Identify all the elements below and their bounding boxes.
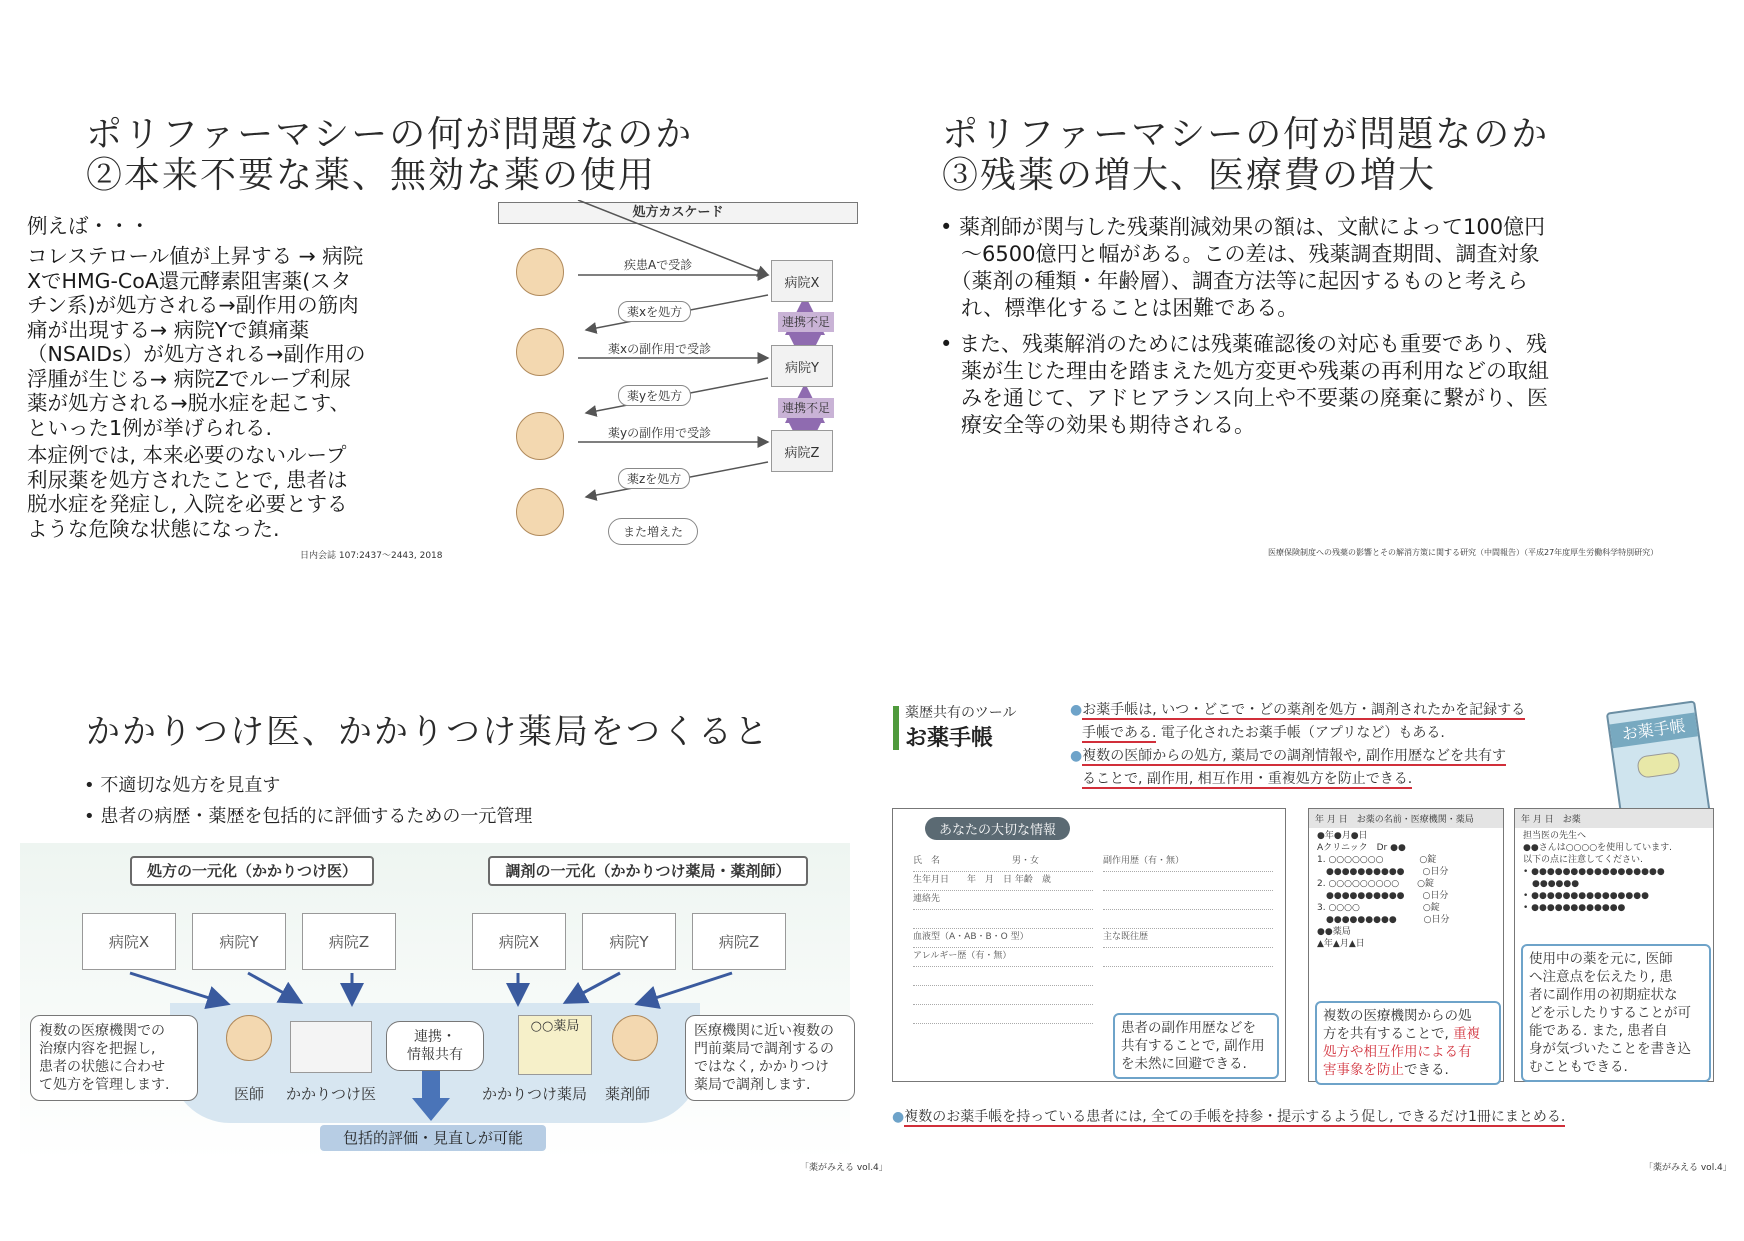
pill-icon: [1636, 751, 1681, 779]
slide2-bullet-1: [940, 214, 1680, 322]
label-visit-y-side: 薬yの副作用で受診: [608, 426, 712, 440]
bullet1-line: れ、標準化することは困難である。: [940, 296, 1299, 320]
hospital-y: 病院Y: [771, 345, 833, 387]
label-doctor: 医師: [234, 1085, 265, 1103]
hospital-z: 病院Z: [771, 430, 833, 472]
left-header: 処方の一元化（かかりつけ医）: [130, 856, 374, 886]
case-line: 痛が出現する→ 病院Yで鎮痛薬: [27, 317, 310, 342]
slide3-citation: 「薬がみえる vol.4」: [800, 1163, 888, 1173]
note-right-line: 門前薬局で調剤するの: [694, 1041, 834, 1057]
slide4-citation: 「薬がみえる vol.4」: [1644, 1163, 1732, 1173]
form-field: 副作用歴（有・無）: [1103, 853, 1273, 872]
form-field: [1103, 872, 1273, 891]
note-left-line: 複数の医療機関での: [39, 1023, 165, 1039]
note-left-line: 患者の状態に合わせ: [39, 1059, 165, 1075]
label-drug-z: 薬zを処方: [618, 468, 690, 489]
note3-line: 者に副作用の初期症状な: [1529, 987, 1678, 1003]
case-line: （NSAIDs）が処方される→副作用の: [27, 342, 366, 366]
note3-line: どを示したりすることが可: [1529, 1005, 1691, 1021]
note-usage: [1521, 944, 1711, 1082]
pharmacist-figure: [612, 1015, 658, 1061]
form-field: [913, 1005, 1093, 1024]
conclusion-line: ような危険な状態になった.: [27, 516, 280, 541]
form-field: [913, 967, 1093, 986]
note-right-line: 医療機関に近い複数の: [694, 1023, 834, 1039]
form-field: アレルギー歴（有・無）: [913, 948, 1093, 967]
record-row: ●●薬局: [1317, 927, 1351, 937]
pharmacy-building: [518, 1015, 592, 1075]
point1-rest: 電子化されたお薬手帳（アプリなど）もある.: [1156, 725, 1445, 741]
note1-line: 共有することで, 副作用: [1121, 1038, 1265, 1054]
hospital-x: 病院X: [771, 260, 833, 302]
unification-arrows: [20, 843, 850, 1161]
case-line: 浮腫が生じる→ 病院Zでループ利尿: [27, 366, 351, 391]
panel3-rows: [1515, 828, 1713, 916]
green-bar: [893, 706, 899, 750]
bottom-line-text: 複数のお薬手帳を持っている患者には, 全ての手帳を持参・提示するよう促し, できるだけ1冊にまとめる.: [904, 1109, 1566, 1125]
note1-line: 患者の副作用歴などを: [1121, 1020, 1256, 1036]
note3-line: 身が気づいたことを書き込: [1529, 1041, 1691, 1057]
bullet2-line: 薬が生じた理由を踏まえた処方変更や残薬の再利用などの取組: [940, 359, 1549, 383]
conclusion-line: 脱水症を発症し, 入院を必要とする: [27, 492, 348, 516]
bullet1-line: • 薬剤師が関与した残薬削減効果の額は、文献によって100億円: [940, 215, 1546, 239]
right-hospital-z: 病院Z: [692, 913, 786, 970]
label-pharmacist: 薬剤師: [605, 1085, 651, 1103]
bullet2-line: 療安全等の効果も期待される。: [940, 413, 1255, 437]
label-visit-x-side: 薬xの副作用で受診: [608, 342, 712, 356]
note2-red: 害事象を防止: [1323, 1062, 1404, 1078]
label-more: また増えた: [608, 518, 698, 545]
form-left: [913, 853, 1093, 1024]
left-hospital-x: 病院X: [82, 913, 176, 970]
panel2-rows: [1309, 828, 1503, 952]
point1-red-2: 手帳である.: [1082, 725, 1157, 741]
point2-red-2: ることで, 副作用, 相互作用・重複処方を防止できる.: [1082, 771, 1413, 787]
note-right-line: ではなく, かかりつけ: [694, 1059, 829, 1075]
note-left: [30, 1015, 198, 1101]
record-row: 3. ○○○○ ○錠: [1317, 903, 1440, 913]
slide1-citation: 日内会誌 107:2437～2443, 2018: [300, 551, 443, 561]
label-visit-a: 疾患Aで受診: [624, 258, 693, 272]
note-left-line: 治療内容を把握し,: [39, 1041, 156, 1057]
label-drug-x: 薬xを処方: [618, 301, 691, 322]
renkei-bubble: [386, 1021, 484, 1071]
doctor-figure: [226, 1015, 272, 1061]
record-row: Aクリニック Dr ●●: [1317, 843, 1406, 853]
clinic-building: [290, 1021, 372, 1073]
record-row: ●年●月●日: [1317, 831, 1368, 841]
point2-red: 複数の医師からの処方, 薬局での調剤情報や, 副作用歴などを共有す: [1082, 748, 1507, 764]
label-drug-y: 薬yを処方: [618, 385, 691, 406]
left-hospital-y: 病院Y: [192, 913, 286, 970]
doctor-note-row: • ●●●●●●●●●●●●●●●●●: [1523, 867, 1665, 877]
left-hospital-z: 病院Z: [302, 913, 396, 970]
bullet2-line: • また、残薬解消のためには残薬確認後の対応も重要であり、残: [940, 332, 1548, 356]
form-field: [913, 910, 1093, 929]
doctor-note-row: • ●●●●●●●●●●●●: [1523, 903, 1626, 913]
slide2-title-line1: ポリファーマシーの何が問題なのか: [942, 114, 1550, 155]
slide2-title-line2: ③残薬の増大、医療費の増大: [942, 155, 1437, 196]
note2-red: 処方や相互作用による有: [1323, 1044, 1472, 1060]
record-row: ●●●●●●●●●● ○日分: [1317, 891, 1449, 901]
patient-figure-3: [516, 412, 564, 460]
case-line: XでHMG-CoA還元酵素阻害薬(スタ: [27, 268, 352, 293]
note-right-line: 薬局で調剤します.: [694, 1077, 811, 1093]
form-field: 連絡先: [913, 891, 1093, 910]
pharmacy-sign: ○○薬局: [530, 1019, 580, 1034]
big-heading: お薬手帳: [905, 726, 994, 751]
prescription-cascade-diagram: [478, 200, 858, 550]
record-row: ●●●●●●●●● ○日分: [1317, 915, 1450, 925]
note-right: [685, 1015, 855, 1101]
note3-line: むこともできる.: [1529, 1059, 1628, 1075]
form-field: [1103, 891, 1273, 910]
renkei-fusoku-1: 連携不足: [778, 312, 834, 332]
note3-line: 能である. また, 患者自: [1529, 1023, 1668, 1039]
patient-figure-4: [516, 488, 564, 536]
slide1-conclusion-text: [27, 443, 447, 541]
slide4-bottom-line: ●複数のお薬手帳を持っている患者には, 全ての手帳を持参・提示するよう促し, できるだけ1冊にまとめる.: [892, 1109, 1566, 1125]
note2-red: 重複: [1453, 1026, 1481, 1042]
right-header: 調剤の一元化（かかりつけ薬局・薬剤師）: [488, 856, 808, 886]
record-row: ●●●●●●●●●● ○日分: [1317, 867, 1449, 877]
panel2-head: 年 月 日 お薬の名前・医療機関・薬局: [1309, 809, 1503, 828]
slide1-title-line1: ポリファーマシーの何が問題なのか: [86, 114, 694, 155]
cascade-header: 処方カスケード: [498, 202, 858, 224]
patient-figure-1: [516, 248, 564, 296]
right-hospital-y: 病院Y: [582, 913, 676, 970]
slide3-title: かかりつけ医、かかりつけ薬局をつくると: [86, 712, 770, 752]
point1-red: お薬手帳は, いつ・どこで・どの薬剤を処方・調剤されたかを記録する: [1082, 702, 1526, 718]
panel3-head: 年 月 日 お薬: [1515, 809, 1713, 828]
record-row: 1. ○○○○○○○ ○錠: [1317, 855, 1437, 865]
form-field: 氏 名 男・女: [913, 853, 1093, 872]
bullet1-line: ～6500億円と幅がある。この差は、残薬調査期間、調査対象: [940, 242, 1540, 266]
slide4-points: ●お薬手帳は, いつ・どこで・どの薬剤を処方・調剤されたかを記録する 手帳である. 電子化されたお薬手帳（アプリなど）もある. ●複数の医師からの処方, 薬局での調剤情報や, 副作用歴などを共有す ることで, 副作用, 相互作用・重複処方を防止できる.: [1070, 702, 1526, 787]
slide1-title-line2: ②本来不要な薬、無効な薬の使用: [86, 155, 657, 196]
form-field: [913, 986, 1093, 1005]
slide3-bullet-2: • 患者の病歴・薬歴を包括的に評価するための一元管理: [84, 806, 533, 827]
slide3-bullet-1: • 不適切な処方を見直す: [84, 775, 281, 796]
note3-line: へ注意点を伝えたり, 患: [1529, 969, 1673, 985]
doctor-note-row: 担当医の先生へ: [1523, 831, 1587, 841]
slide1-intro: 例えば・・・: [27, 214, 150, 238]
form-field: [1103, 948, 1273, 967]
notebook-panel-doctor-note: [1514, 808, 1714, 1082]
bullet2-line: みを通じて、アドヒアランス向上や不要薬の廃棄に繋がり、医: [940, 386, 1548, 410]
doctor-note-row: 以下の点に注意してください.: [1523, 855, 1643, 865]
slide2-bullet-2: [940, 331, 1680, 439]
case-line: といった1例が挙げられる.: [27, 415, 273, 440]
record-row: 2. ○○○○○○○○○ ○錠: [1317, 879, 1434, 889]
bullet1-line: （薬剤の種類・年齢層）、調査方法等に起因するものと考えら: [940, 269, 1528, 293]
renkei-fusoku-2: 連携不足: [778, 398, 834, 418]
doctor-note-row: • ●●●●●●●●●●●●●●●: [1523, 891, 1649, 901]
book-title: お薬手帳: [1609, 713, 1698, 749]
small-heading: 薬歴共有のツール: [905, 705, 1017, 721]
form-field: [1103, 910, 1273, 929]
form-field: 生年月日 年 月 日 年齢 歳: [913, 872, 1093, 891]
bottom-banner: 包括的評価・見直しが可能: [320, 1125, 546, 1151]
label-clinic: かかりつけ医: [286, 1085, 377, 1103]
patient-figure-2: [516, 328, 564, 376]
renkei-line: 連携・: [414, 1029, 456, 1045]
right-hospital-x: 病院X: [472, 913, 566, 970]
notebook-panel-info: [892, 808, 1286, 1082]
case-line: 薬が処方される→脱水症を起こす、: [27, 391, 351, 415]
slide2-citation: 医療保険制度への残薬の影響とその解消方策に関する研究（中間報告）（平成27年度厚生労働科学特別研究）: [1268, 548, 1659, 557]
case-line: チン系)が処方される→副作用の筋肉: [27, 293, 359, 317]
form-right: [1103, 853, 1273, 967]
conclusion-line: 利尿薬を処方されたことで, 患者は: [27, 467, 348, 492]
case-line: コレステロール値が上昇する → 病院: [27, 244, 364, 268]
note2-text: できる.: [1404, 1062, 1449, 1078]
doctor-note-row: ●●さんは○○○○を使用しています.: [1523, 843, 1672, 853]
form-field: 主な既往歴: [1103, 929, 1273, 948]
note2-text: 複数の医療機関からの処: [1323, 1008, 1472, 1024]
label-pharmacy: かかりつけ薬局: [482, 1085, 588, 1103]
note3-line: 使用中の薬を元に, 医師: [1529, 951, 1673, 967]
note-side-effect: [1113, 1013, 1279, 1079]
conclusion-line: 本症例では, 本来必要のないループ: [27, 443, 347, 467]
note-left-line: て処方を管理します.: [39, 1077, 170, 1093]
note-duplicate: [1315, 1001, 1501, 1085]
notebook-panel-records: [1308, 808, 1504, 1082]
note2-text: 方を共有することで,: [1323, 1026, 1454, 1042]
form-field: 血液型（A・AB・B・O 型）: [913, 929, 1093, 948]
doctor-note-row: ●●●●●●: [1523, 879, 1580, 889]
panel1-tag: あなたの大切な情報: [925, 817, 1070, 840]
record-row: ▲年▲月▲日: [1317, 939, 1365, 949]
kakaritsuke-diagram: [20, 843, 850, 1161]
renkei-line: 情報共有: [407, 1047, 463, 1063]
slide1-case-text: [27, 244, 447, 440]
note1-line: を未然に回避できる.: [1121, 1056, 1247, 1072]
